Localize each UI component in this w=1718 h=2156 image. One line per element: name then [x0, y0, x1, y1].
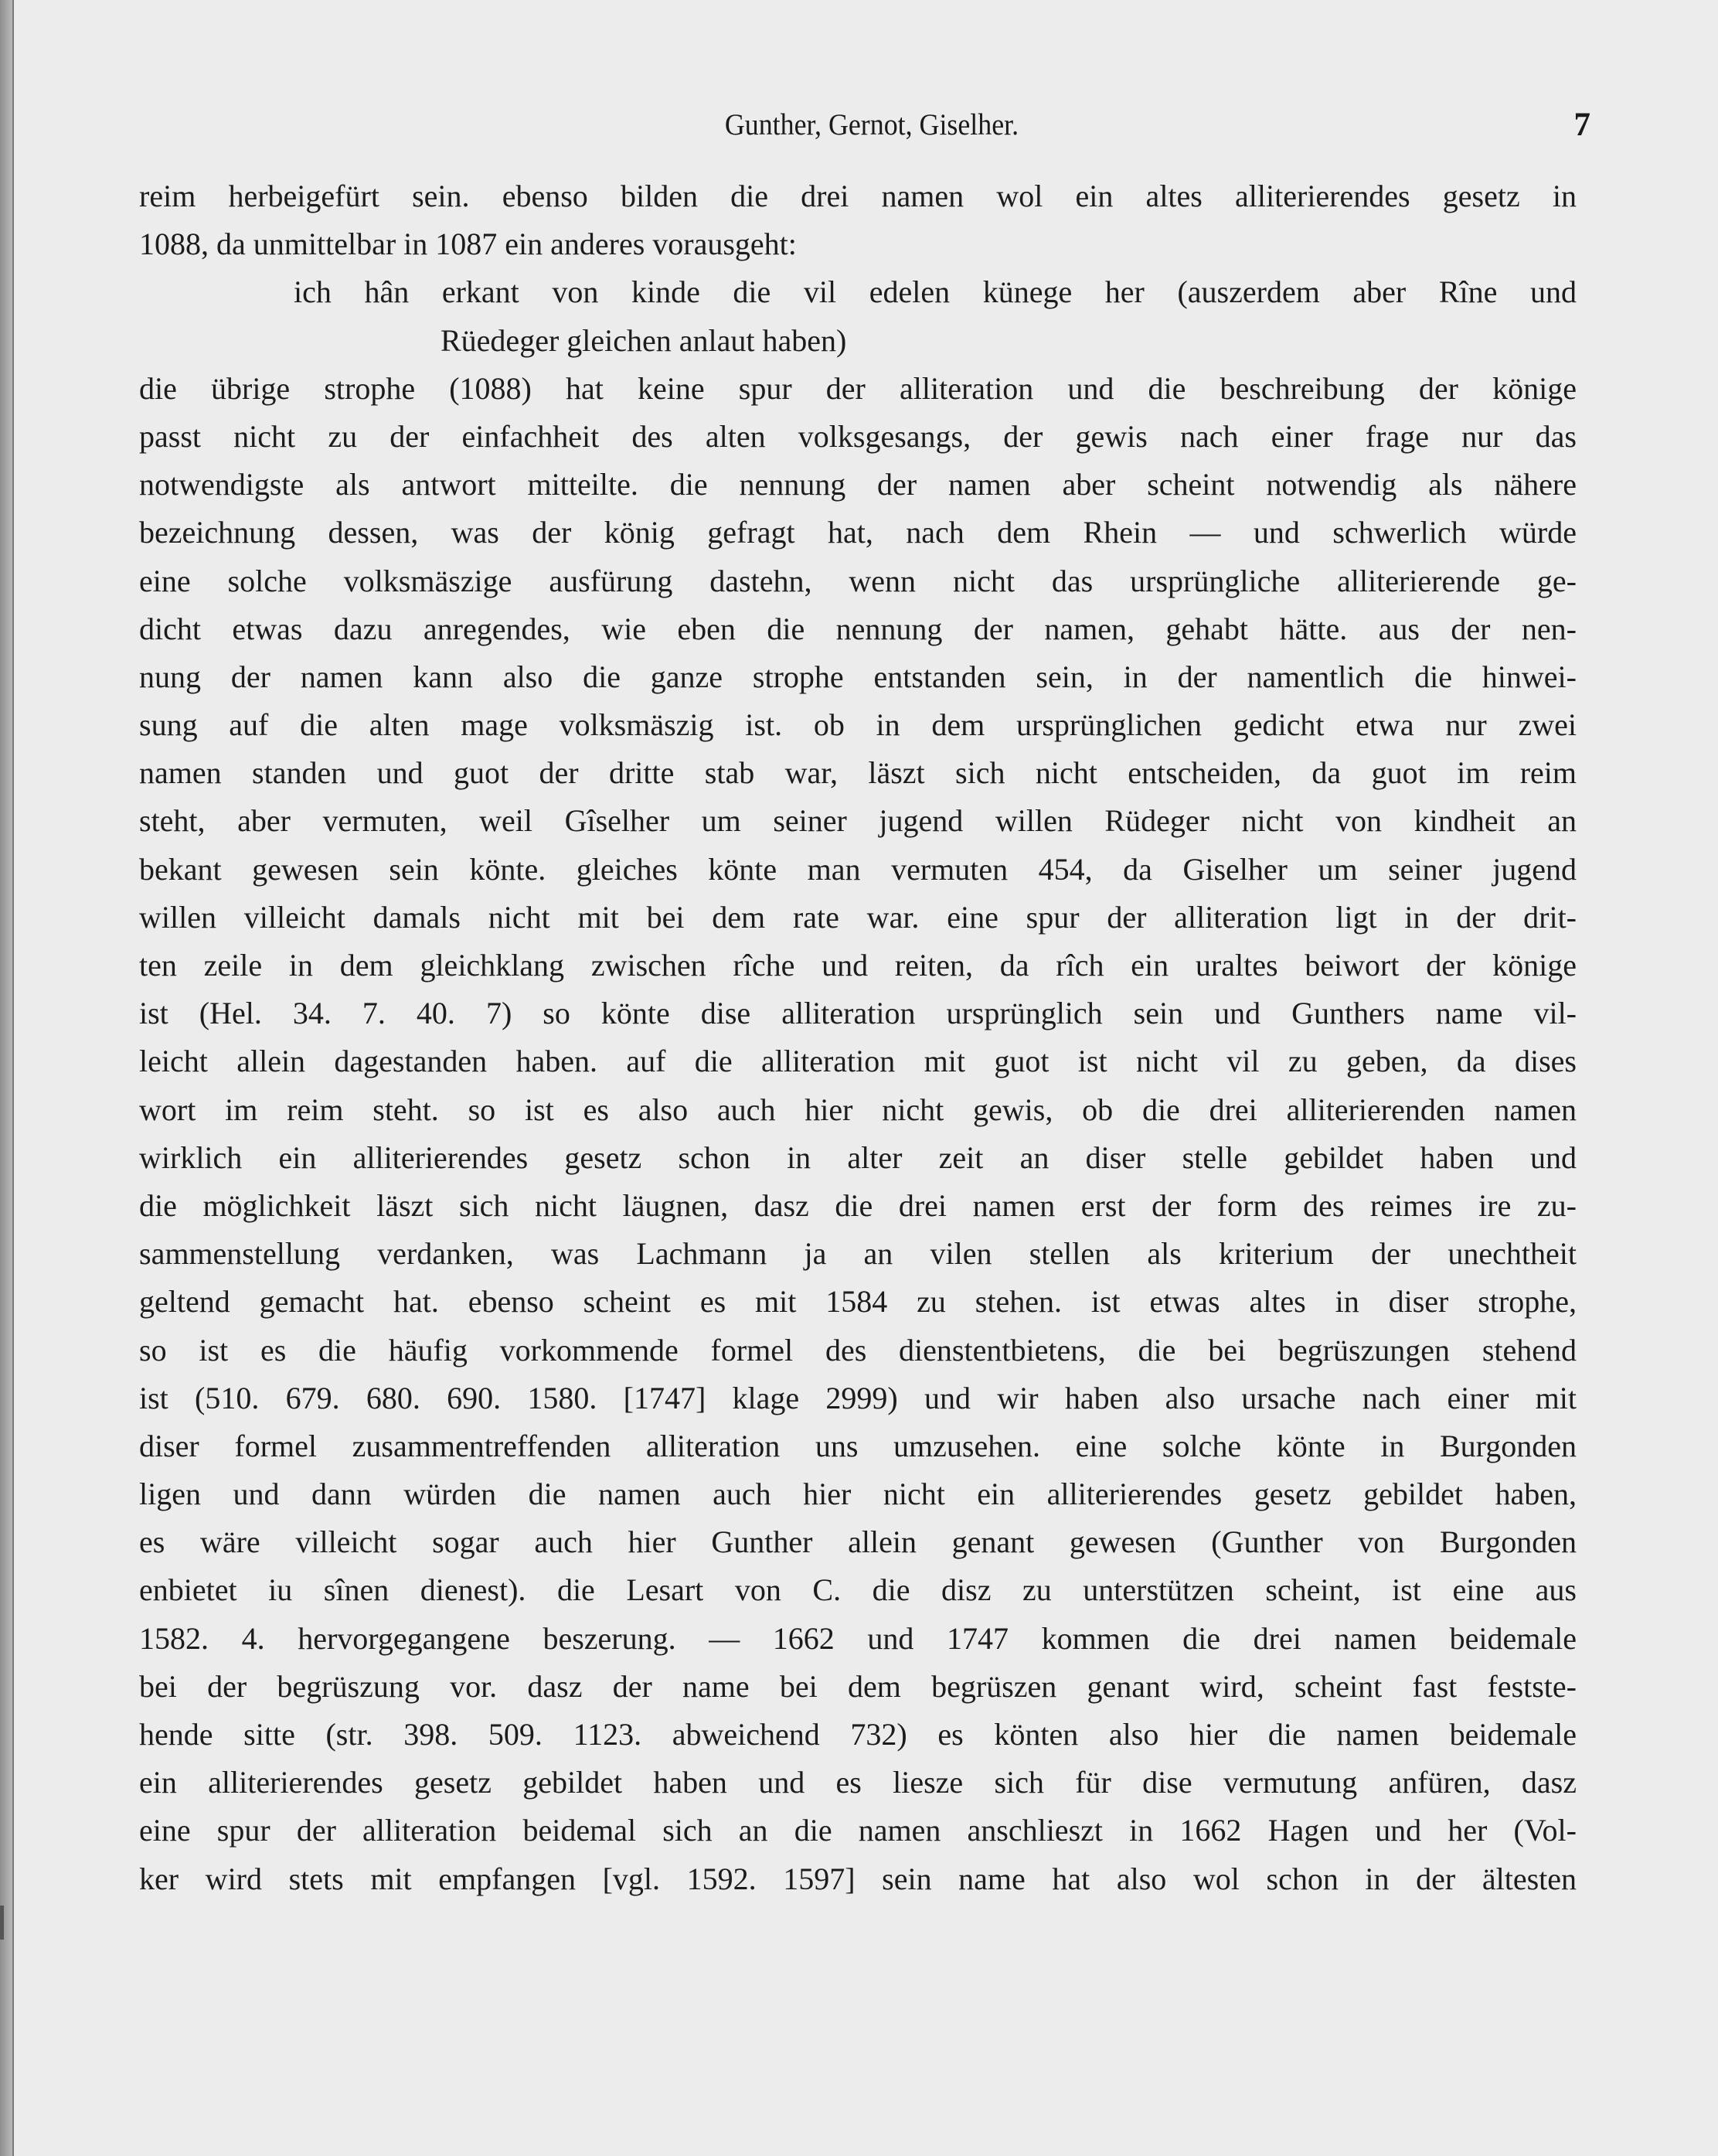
text-line: bezeichnung dessen, was der könig gefragt hat, nach dem Rhein — und schwerlich würde — [139, 515, 1577, 550]
text-line: bekant gewesen sein könte. gleiches könte man vermuten 454, da Giselher um seiner jugend — [139, 851, 1577, 887]
text-line: sammenstellung verdanken, was Lachmann ja an vilen stellen als kriterium der unechtheit — [139, 1236, 1577, 1272]
text-line: enbietet iu sînen dienest). die Lesart von C. die disz zu unterstützen scheint, ist eine aus — [139, 1572, 1577, 1608]
body-text — [139, 172, 1577, 1903]
text-line: 1088, da unmittelbar in 1087 ein anderes vorausgeht: — [139, 226, 797, 262]
page-number: 7 — [1573, 107, 1590, 143]
text-line: ist (510. 679. 680. 690. 1580. [1747] klage 2999) und wir haben also ursache nach einer mit — [139, 1380, 1577, 1415]
text-line: geltend gemacht hat. ebenso scheint es mit 1584 zu stehen. ist etwas altes in diser strophe, — [139, 1284, 1577, 1320]
text-line: so ist es die häufig vorkommende formel des dienstentbietens, die bei begrüszungen stehend — [139, 1332, 1577, 1368]
quoted-verse-line: Rüedeger gleichen anlaut haben) — [441, 322, 847, 358]
text-line: eine spur der alliteration beidemal sich an die namen anschlieszt in 1662 Hagen und her (Vol- — [139, 1813, 1577, 1848]
running-head: Gunther, Gernot, Giselher. — [724, 108, 1019, 141]
text-line: wort im reim steht. so ist es also auch hier nicht gewis, ob die drei alliterierenden namen — [139, 1092, 1577, 1127]
text-line: diser formel zusammentreffenden alliteration uns umzusehen. eine solche könte in Burgonden — [139, 1428, 1577, 1463]
text-line: ker wird stets mit empfangen [vgl. 1592. 1597] sein name hat also wol schon in der ältesten — [139, 1861, 1577, 1896]
text-line: willen villeicht damals nicht mit bei dem rate war. eine spur der alliteration ligt in der drit- — [139, 899, 1577, 935]
text-line: sung auf die alten mage volksmäszig ist. ob in dem ursprünglichen gedicht etwa nur zwei — [139, 707, 1577, 743]
text-line: die übrige strophe (1088) hat keine spur der alliteration und die beschreibung der könige — [139, 370, 1577, 406]
text-line: dicht etwas dazu anregendes, wie eben die nennung der namen, gehabt hätte. aus der nen- — [139, 611, 1577, 646]
text-line: es wäre villeicht sogar auch hier Gunther allein genant gewesen (Gunther von Burgonden — [139, 1524, 1577, 1560]
text-line: 1582. 4. hervorgegangene beszerung. — 1662 und 1747 kommen die drei namen beidemale — [139, 1620, 1577, 1656]
text-line: hende sitte (str. 398. 509. 1123. abweichend 732) es könten also hier die namen beidemale — [139, 1717, 1577, 1752]
text-line: steht, aber vermuten, weil Gîselher um seiner jugend willen Rüdeger nicht von kindheit an — [139, 803, 1577, 839]
text-line: nung der namen kann also die ganze strophe entstanden sein, in der namentlich die hinwei- — [139, 659, 1577, 694]
text-line: namen standen und guot der dritte stab war, läszt sich nicht entscheiden, da guot im reim — [139, 755, 1577, 791]
text-line: ten zeile in dem gleichklang zwischen rîche und reiten, da rîch ein uraltes beiwort der könige — [139, 948, 1577, 983]
text-line: ist (Hel. 34. 7. 40. 7) so könte dise alliteration ursprünglich sein und Gunthers name vil- — [139, 996, 1577, 1031]
text-line: wirklich ein alliterierendes gesetz schon in alter zeit an diser stelle gebildet haben und — [139, 1139, 1577, 1175]
text-line: passt nicht zu der einfachheit des alten volksgesangs, der gewis nach einer frage nur das — [139, 418, 1577, 454]
text-line: ligen und dann würden die namen auch hier nicht ein alliterierendes gesetz gebildet haben, — [139, 1477, 1577, 1512]
text-line: leicht allein dagestanden haben. auf die alliteration mit guot ist nicht vil zu geben, da dises — [139, 1044, 1577, 1079]
text-line: notwendigste als antwort mitteilte. die nennung der namen aber scheint notwendig als nähere — [139, 467, 1577, 502]
text-line: bei der begrüszung vor. dasz der name bei dem begrüszen genant wird, scheint fast festste- — [139, 1668, 1577, 1704]
text-line: ein alliterierendes gesetz gebildet haben und es liesze sich für dise vermutung anfüren, dasz — [139, 1765, 1577, 1800]
text-line: eine solche volksmäszige ausfürung dastehn, wenn nicht das ursprüngliche alliterierende ge- — [139, 563, 1577, 598]
page-header — [153, 102, 1590, 148]
text-line: reim herbeigefürt sein. ebenso bilden die drei namen wol ein altes alliterierendes gesetz in — [139, 179, 1577, 213]
text-line: die möglichkeit läszt sich nicht läugnen, dasz die drei namen erst der form des reimes ire zu- — [139, 1187, 1577, 1223]
quoted-verse-line: ich hân erkant von kinde die vil edelen künege her (auszerdem aber Rîne und — [294, 274, 1577, 310]
margin-mark — [0, 1906, 4, 1940]
